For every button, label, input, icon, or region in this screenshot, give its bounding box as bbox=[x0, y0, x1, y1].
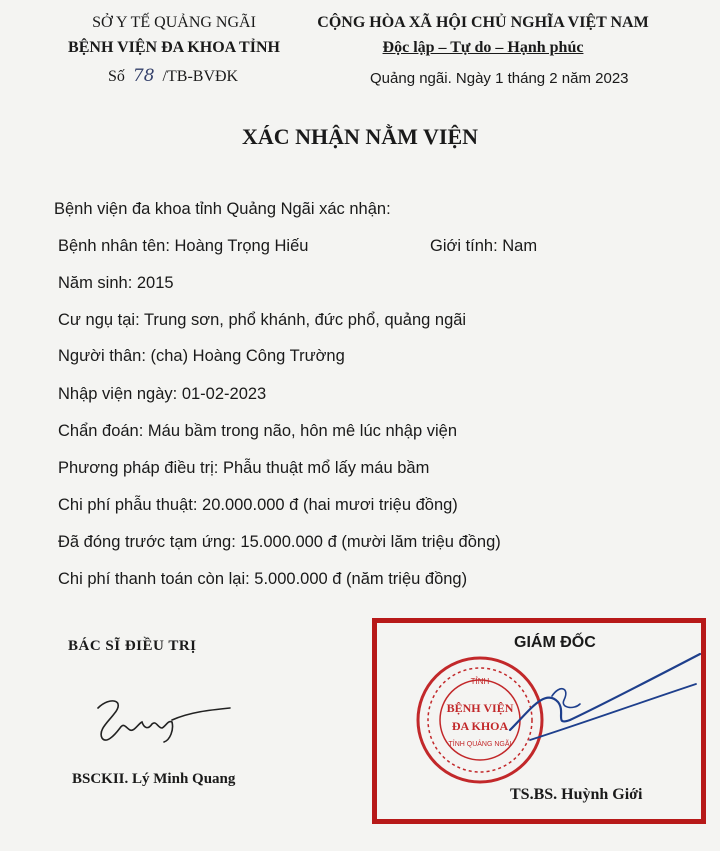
document-number bbox=[108, 66, 238, 86]
relative-line: Người thân: (cha) Hoàng Công Trường bbox=[58, 347, 345, 365]
hospital-name: BỆNH VIỆN ĐA KHOA TỈNH bbox=[68, 39, 280, 56]
intro-line: Bệnh viện đa khoa tỉnh Quảng Ngãi xác nhận: bbox=[54, 200, 391, 218]
doctor-name: BSCKII. Lý Minh Quang bbox=[72, 771, 236, 787]
director-name: TS.BS. Huỳnh Giới bbox=[510, 786, 643, 803]
agency-header bbox=[40, 10, 308, 60]
doc-number-prefix: Số bbox=[108, 68, 125, 85]
national-header bbox=[300, 10, 666, 60]
country-name: CỘNG HÒA XÃ HỘI CHỦ NGHĨA VIỆT NAM bbox=[317, 14, 649, 31]
stamp-line-3: TỈNH QUẢNG NGÃI bbox=[448, 741, 512, 748]
doc-number-suffix: /TB-BVĐK bbox=[162, 68, 239, 85]
diagnosis-line: Chẩn đoán: Máu bầm trong não, hôn mê lúc nhập viện bbox=[58, 422, 458, 440]
director-signature bbox=[470, 640, 706, 750]
doctor-signature bbox=[80, 690, 240, 750]
doctor-title: BÁC SĨ ĐIỀU TRỊ bbox=[68, 638, 197, 654]
advance-paid-line: Đã đóng trước tạm ứng: 15.000.000 đ (mười lăm triệu đồng) bbox=[58, 533, 501, 551]
gender-line: Giới tính: Nam bbox=[430, 237, 538, 255]
stamp-top-text: TỈNH bbox=[470, 677, 490, 686]
national-motto: Độc lập – Tự do – Hạnh phúc bbox=[382, 39, 584, 56]
document-title: XÁC NHẬN NẰM VIỆN bbox=[241, 124, 479, 149]
issue-date: Quảng ngãi. Ngày 1 tháng 2 năm 2023 bbox=[370, 70, 629, 87]
admission-date-line: Nhập viện ngày: 01-02-2023 bbox=[58, 385, 267, 403]
remaining-cost-line: Chi phí thanh toán còn lại: 5.000.000 đ (năm triệu đồng) bbox=[58, 570, 468, 588]
surgery-cost-line: Chi phí phẫu thuật: 20.000.000 đ (hai mươi triệu đồng) bbox=[58, 496, 458, 514]
birth-year-line: Năm sinh: 2015 bbox=[58, 274, 174, 292]
stamp-line-1: BỆNH VIỆN bbox=[446, 701, 514, 715]
patient-name-line: Bệnh nhân tên: Hoàng Trọng Hiếu bbox=[58, 237, 309, 255]
director-title: GIÁM ĐỐC bbox=[514, 634, 596, 651]
treatment-line: Phương pháp điều trị: Phẫu thuật mổ lấy máu bầm bbox=[58, 459, 430, 477]
stamp-line-2: ĐA KHOA bbox=[451, 719, 509, 733]
ministry-name: SỞ Y TẾ QUẢNG NGÃI bbox=[92, 14, 256, 31]
doc-number-value: 78 bbox=[132, 66, 155, 86]
address-line: Cư ngụ tại: Trung sơn, phổ khánh, đức phổ, quảng ngãi bbox=[58, 311, 467, 329]
